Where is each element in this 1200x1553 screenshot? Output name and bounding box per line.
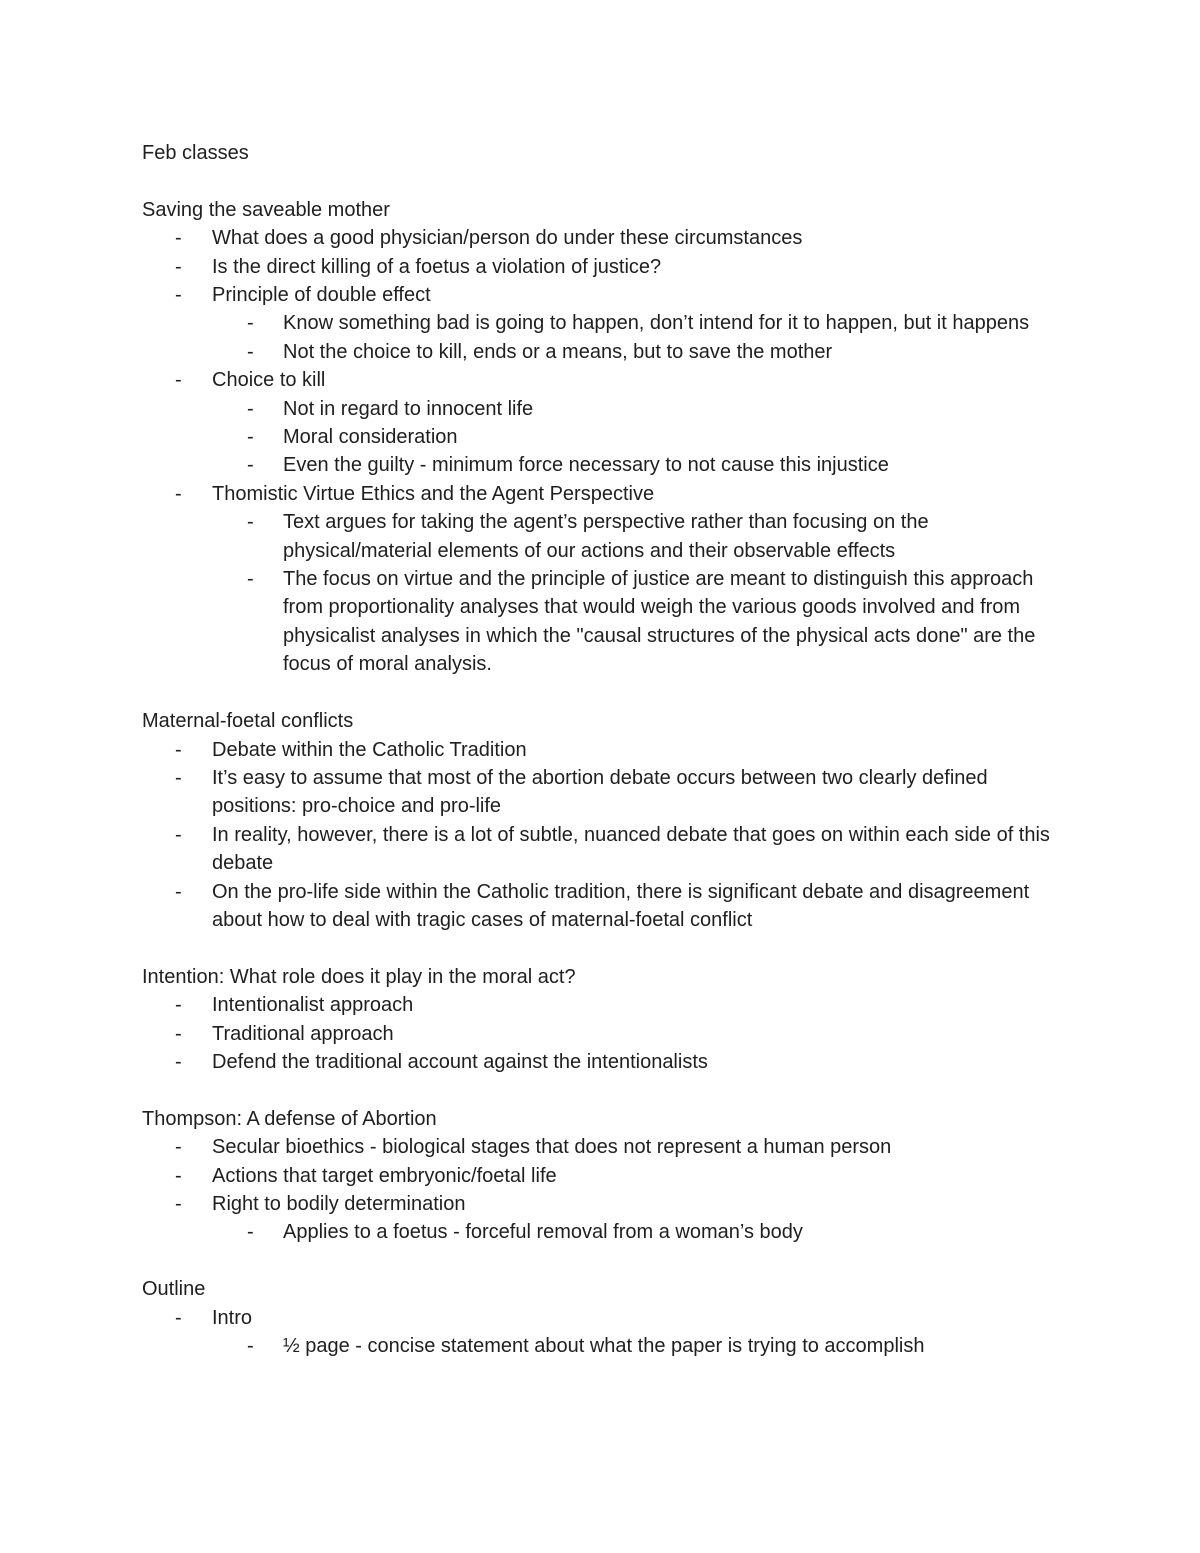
bullet-dash: - bbox=[175, 1022, 182, 1045]
bullet-dash: - bbox=[247, 568, 254, 591]
bullet-dash: - bbox=[247, 1221, 254, 1244]
bullet-dash: - bbox=[175, 1050, 182, 1073]
bullet-dash: - bbox=[247, 1334, 254, 1357]
list-item-text: Actions that target embryonic/foetal life bbox=[212, 1164, 557, 1187]
section bbox=[142, 707, 1062, 934]
list-item-text: In reality, however, there is a lot of subtle, nuanced debate that goes on within each side of this debate bbox=[212, 823, 1050, 875]
sub-list-item-text: Not the choice to kill, ends or a means, but to save the mother bbox=[283, 340, 833, 363]
list-item bbox=[142, 366, 1062, 480]
sub-list-item bbox=[212, 565, 1062, 679]
list-item-text: Traditional approach bbox=[212, 1022, 394, 1045]
section-heading: Saving the saveable mother bbox=[142, 198, 390, 221]
bullet-dash: - bbox=[175, 766, 182, 789]
list-item bbox=[142, 1162, 1062, 1190]
section-spacer bbox=[142, 167, 1062, 195]
list-item bbox=[142, 224, 1062, 252]
list-item-text: Thomistic Virtue Ethics and the Agent Perspective bbox=[212, 482, 655, 505]
list-item-text: Intentionalist approach bbox=[212, 994, 414, 1017]
sub-bullet-list bbox=[212, 309, 1062, 366]
section-heading: Intention: What role does it play in the moral act? bbox=[142, 965, 576, 988]
sub-bullet-list bbox=[212, 395, 1062, 480]
list-item bbox=[142, 821, 1062, 878]
sub-list-item-text: The focus on virtue and the principle of justice are meant to distinguish this approach from proportionality analyses that would weigh the various goods involved and from physicalist analyses in which the "causal structures of the physical acts done" are the focus of moral analysis. bbox=[283, 568, 1036, 676]
document-body bbox=[142, 139, 1062, 1360]
bullet-dash: - bbox=[175, 823, 182, 846]
bullet-dash: - bbox=[175, 1306, 182, 1329]
bullet-dash: - bbox=[247, 454, 254, 477]
bullet-dash: - bbox=[247, 426, 254, 449]
sections-container bbox=[142, 167, 1062, 1360]
bullet-dash: - bbox=[175, 1164, 182, 1187]
section-spacer bbox=[142, 679, 1062, 707]
bullet-dash: - bbox=[175, 1192, 182, 1215]
bullet-dash: - bbox=[175, 994, 182, 1017]
list-item-text: Secular bioethics - biological stages that does not represent a human person bbox=[212, 1136, 892, 1159]
sub-bullet-list bbox=[212, 1218, 1062, 1246]
sub-list-item bbox=[212, 309, 1062, 337]
bullet-dash: - bbox=[247, 511, 254, 534]
sub-list-item-text: ½ page - concise statement about what the paper is trying to accomplish bbox=[283, 1334, 925, 1357]
list-item bbox=[142, 1304, 1062, 1361]
bullet-dash: - bbox=[175, 880, 182, 903]
sub-list-item bbox=[212, 451, 1062, 479]
document-title: Feb classes bbox=[142, 142, 249, 164]
sub-list-item-text: Applies to a foetus - forceful removal from a woman’s body bbox=[283, 1221, 803, 1244]
list-item-text: Choice to kill bbox=[212, 369, 326, 392]
bullet-dash: - bbox=[175, 227, 182, 250]
section-heading: Outline bbox=[142, 1278, 206, 1301]
list-item bbox=[142, 1133, 1062, 1161]
section-spacer bbox=[142, 1247, 1062, 1275]
list-item-text: Intro bbox=[212, 1306, 253, 1329]
list-item-text: Defend the traditional account against the intentionalists bbox=[212, 1050, 708, 1073]
sub-list-item-text: Not in regard to innocent life bbox=[283, 397, 534, 420]
list-item bbox=[142, 736, 1062, 764]
section-spacer bbox=[142, 934, 1062, 962]
sub-list-item-text: Moral consideration bbox=[283, 426, 458, 449]
list-item bbox=[142, 253, 1062, 281]
bullet-dash: - bbox=[247, 340, 254, 363]
bullet-dash: - bbox=[175, 284, 182, 307]
list-item bbox=[142, 764, 1062, 821]
list-item-text: What does a good physician/person do under these circumstances bbox=[212, 227, 803, 250]
list-item bbox=[142, 1020, 1062, 1048]
list-item bbox=[142, 480, 1062, 679]
sub-list-item bbox=[212, 1332, 1062, 1360]
bullet-dash: - bbox=[175, 738, 182, 761]
sub-bullet-list bbox=[212, 1332, 1062, 1360]
bullet-dash: - bbox=[175, 255, 182, 278]
bullet-dash: - bbox=[175, 482, 182, 505]
bullet-dash: - bbox=[247, 397, 254, 420]
bullet-list bbox=[142, 1133, 1062, 1247]
section-heading: Thompson: A defense of Abortion bbox=[142, 1107, 437, 1130]
list-item-text: On the pro-life side within the Catholic tradition, there is significant debate and disagreement about how to deal with tragic cases of maternal-foetal conflict bbox=[212, 880, 1030, 931]
bullet-list bbox=[142, 736, 1062, 935]
list-item-text: Right to bodily determination bbox=[212, 1192, 466, 1215]
sub-list-item-text: Text argues for taking the agent’s perspective rather than focusing on the physical/material elements of our actions and their observable effects bbox=[283, 511, 929, 562]
bullet-list bbox=[142, 224, 1062, 679]
list-item bbox=[142, 1190, 1062, 1247]
sub-list-item bbox=[212, 1218, 1062, 1246]
bullet-dash: - bbox=[175, 1136, 182, 1159]
sub-bullet-list bbox=[212, 508, 1062, 678]
sub-list-item bbox=[212, 338, 1062, 366]
sub-list-item bbox=[212, 395, 1062, 423]
section-spacer bbox=[142, 1076, 1062, 1104]
sub-list-item bbox=[212, 508, 1062, 565]
section-heading: Maternal-foetal conflicts bbox=[142, 710, 354, 733]
list-item-text: It’s easy to assume that most of the abortion debate occurs between two clearly defined positions: pro-choice and pro-life bbox=[212, 766, 988, 818]
list-item bbox=[142, 878, 1062, 935]
bullet-list bbox=[142, 991, 1062, 1076]
section bbox=[142, 196, 1062, 679]
list-item-text: Is the direct killing of a foetus a violation of justice? bbox=[212, 255, 662, 278]
list-item-text: Principle of double effect bbox=[212, 284, 431, 307]
sub-list-item-text: Even the guilty - minimum force necessary to not cause this injustice bbox=[283, 454, 889, 477]
list-item-text: Debate within the Catholic Tradition bbox=[212, 738, 527, 761]
bullet-dash: - bbox=[247, 312, 254, 335]
sub-list-item bbox=[212, 423, 1062, 451]
list-item bbox=[142, 1048, 1062, 1076]
sub-list-item-text: Know something bad is going to happen, don’t intend for it to happen, but it happens bbox=[283, 312, 1030, 335]
bullet-dash: - bbox=[175, 369, 182, 392]
section bbox=[142, 963, 1062, 1077]
section bbox=[142, 1105, 1062, 1247]
section bbox=[142, 1275, 1062, 1360]
list-item bbox=[142, 991, 1062, 1019]
bullet-list bbox=[142, 1304, 1062, 1361]
list-item bbox=[142, 281, 1062, 366]
